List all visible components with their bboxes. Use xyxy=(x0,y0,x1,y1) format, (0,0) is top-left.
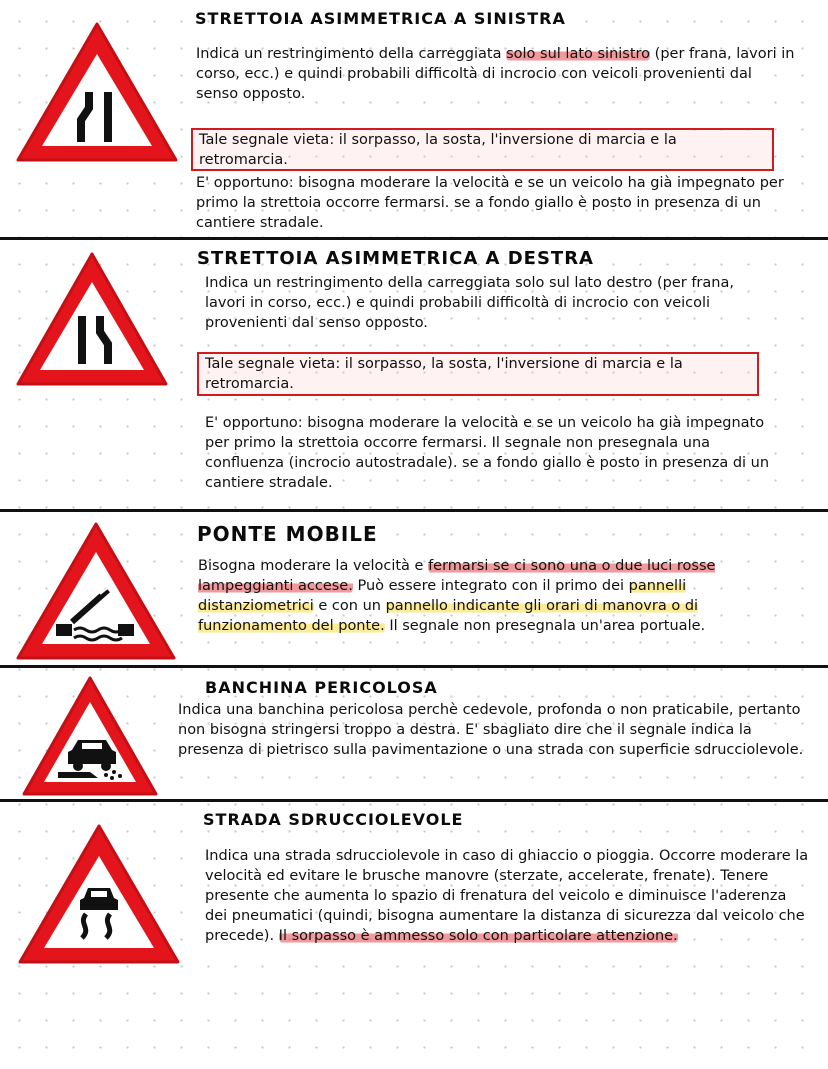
section-divider xyxy=(0,509,828,512)
section-body-movable-bridge: Bisogna moderare la velocità e fermarsi se ci sono una o due luci rosse lampeggianti accese. Può essere integrato con il primo dei pannelli distanziometrici e con un pannello indicante gli orari di manovra o di funzionamento del ponte. Il segnale non presegnala un'area portuale. xyxy=(198,558,716,634)
section-body-dangerous-shoulder: Indica una banchina pericolosa perchè cedevole, profonda o non praticabile, pertanto non bisogna stringersi troppo a destra. E' sbagliato dire che il segnale indica la presenza di pietrisco sulla pavimentazione o una strada con superficie sdrucciolevole. xyxy=(178,702,804,758)
section-title-right-narrowing: STRETTOIA ASIMMETRICA A DESTRA xyxy=(197,248,594,269)
section-divider xyxy=(0,799,828,802)
section-divider xyxy=(0,665,828,668)
section-divider xyxy=(0,237,828,240)
section-title-movable-bridge: PONTE MOBILE xyxy=(197,522,378,546)
prohibitions-box-left-narrowing: Tale segnale vieta: il sorpasso, la sosta, l'inversione di marcia e la retromarcia. xyxy=(191,128,774,171)
section-title-dangerous-shoulder: BANCHINA PERICOLOSA xyxy=(205,678,438,697)
prohibitions-box-right-narrowing: Tale segnale vieta: il sorpasso, la sosta, l'inversione di marcia e la retromarcia. xyxy=(197,352,759,396)
dangerous-shoulder-sign-icon xyxy=(20,674,160,798)
left-narrowing-sign-icon xyxy=(14,20,180,166)
section-intro-left-narrowing: Indica un restringimento della carreggiata solo sul lato sinistro (per frana, lavori in corso, ecc.) e quindi probabili difficoltà di incrocio con veicoli provenienti dal senso opposto. xyxy=(196,46,795,102)
slippery-road-sign-icon xyxy=(16,822,182,966)
right-narrowing-sign-icon xyxy=(14,250,170,390)
section-title-slippery-road: STRADA SDRUCCIOLEVOLE xyxy=(203,810,464,829)
section-body-slippery-road: Indica una strada sdrucciolevole in caso di ghiaccio o pioggia. Occorre moderare la velocità ed evitare le brusche manovre (sterzate, accelerate, frenate). Tenere presente che aumenta lo spazio di frenatura del veicolo e diminuisce l'aderenza dei pneumatici (quindi, bisogna aumentare la distanza di sicurezza dal veicolo che precede). Il sorpasso è ammesso solo con particolare attenzione. xyxy=(205,848,809,944)
section-title-left-narrowing: STRETTOIA ASIMMETRICA A SINISTRA xyxy=(195,9,566,28)
section-intro-right-narrowing: Indica un restringimento della carreggiata solo sul lato destro (per frana, lavori in corso, ecc.) e quindi probabili difficoltà di incrocio con veicoli provenienti dal senso opposto. xyxy=(205,275,734,331)
section-note-left-narrowing: E' opportuno: bisogna moderare la velocità e se un veicolo ha già impegnato per primo la strettoia occorre fermarsi. se a fondo giallo è posto in presenza di un cantiere stradale. xyxy=(196,175,784,231)
section-note-right-narrowing: E' opportuno: bisogna moderare la velocità e se un veicolo ha già impegnato per primo la strettoia occorre fermarsi. Il segnale non presegnala una confluenza (incrocio autostradale). se a fondo giallo è posto in presenza di un cantiere stradale. xyxy=(205,415,770,491)
movable-bridge-sign-icon xyxy=(14,520,178,662)
